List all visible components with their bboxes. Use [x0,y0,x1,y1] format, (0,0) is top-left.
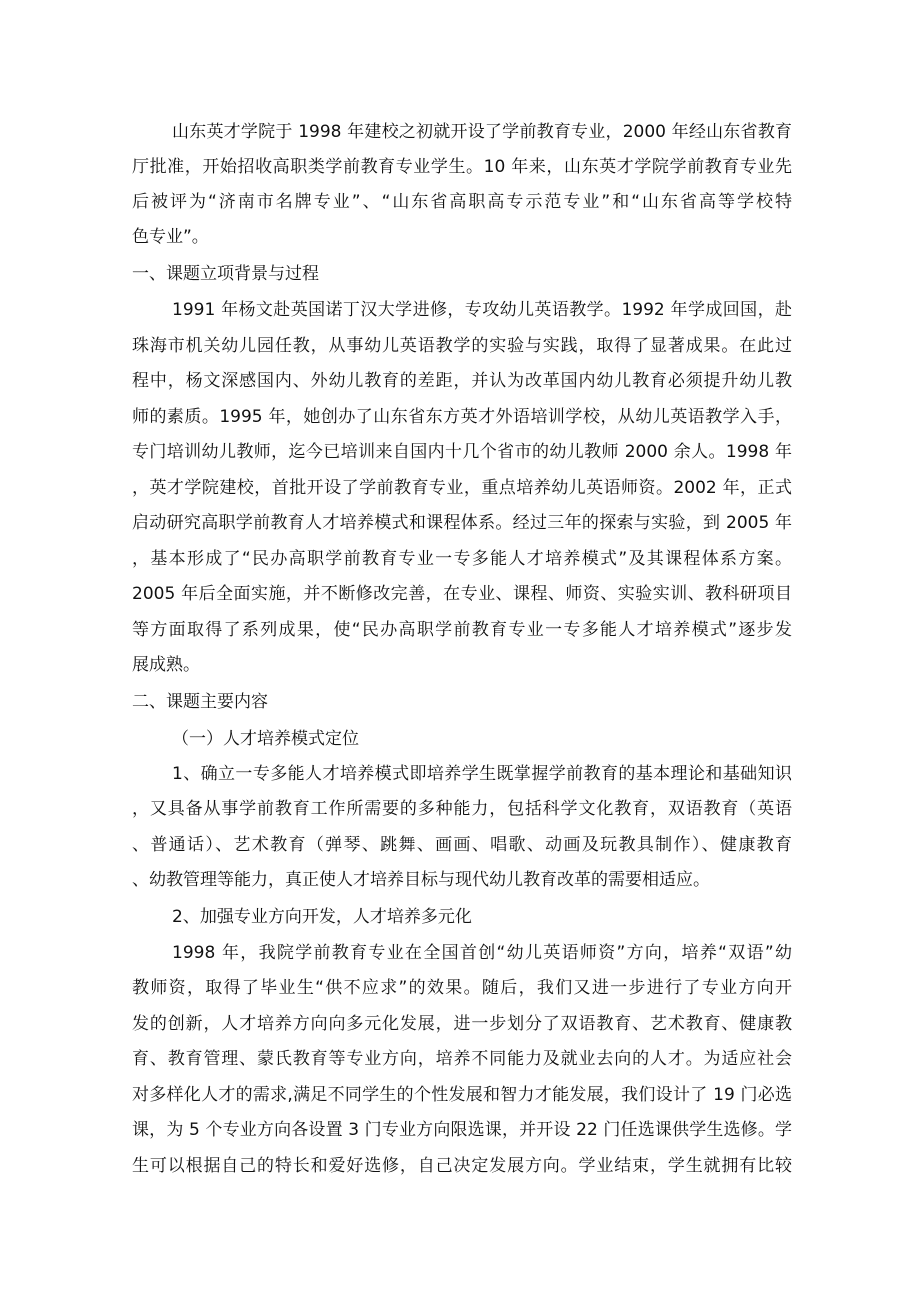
item-1-line-3: 、普通话）、艺术教育（弹琴、跳舞、画画、唱歌、动画及玩教具制作）、健康教育 [132,835,792,855]
item-2-heading: 2、加强专业方向开发，人才培养多元化 [172,907,472,927]
section-heading-1: 一、课题立项背景与过程 [132,264,319,284]
para-background-line-10: 等方面取得了系列成果，使“民办高职学前教育专业一专多能人才培养模式”逐步发 [132,620,792,640]
para-intro-line-3: 后被评为“济南市名牌专业”、“山东省高职高专示范专业”和“山东省高等学校特 [132,192,792,212]
item-1-line-4: 、幼教管理等能力，真正使人才培养目标与现代幼儿教育改革的需要相适应。 [132,870,710,890]
para-background-line-4: 师的素质。1995 年，她创办了山东省东方英才外语培训学校，从幼儿英语教学入手， [132,407,792,427]
item-2-line-6: 课，为 5 个专业方向各设置 3 门专业方向限选课，并开设 22 门任选课供学生选修。学 [132,1120,792,1140]
para-background-line-2: 珠海市机关幼儿园任教，从事幼儿英语教学的实验与实践，取得了显著成果。在此过 [132,336,792,356]
para-background-line-9: 2005 年后全面实施，并不断修改完善，在专业、课程、师资、实验实训、教科研项目 [132,584,792,604]
para-background-line-3: 程中，杨文深感国内、外幼儿教育的差距，并认为改革国内幼儿教育必须提升幼儿教 [132,371,792,391]
item-1-line-2: ，又具备从事学前教育工作所需要的多种能力，包括科学文化教育，双语教育（英语 [132,799,792,819]
section-heading-2: 二、课题主要内容 [132,692,268,712]
para-background-line-6: ，英才学院建校，首批开设了学前教育专业，重点培养幼儿英语师资。2002 年，正式 [132,478,792,498]
para-intro-line-4: 色专业”。 [132,227,209,247]
subsection-heading-1: （一）人才培养模式定位 [172,729,359,749]
para-background-line-1: 1991 年杨文赴英国诺丁汉大学进修，专攻幼儿英语教学。1992 年学成回国，赴 [172,300,792,320]
para-background-line-11: 展成熟。 [132,655,200,675]
para-intro-line-1: 山东英才学院于 1998 年建校之初就开设了学前教育专业，2000 年经山东省教育 [172,122,792,142]
item-2-line-2: 教师资，取得了毕业生“供不应求”的效果。随后，我们又进一步进行了专业方向开 [132,978,792,998]
item-2-line-1: 1998 年，我院学前教育专业在全国首创“幼儿英语师资”方向，培养“双语”幼 [172,943,792,963]
item-2-line-4: 育、教育管理、蒙氏教育等专业方向，培养不同能力及就业去向的人才。为适应社会 [132,1049,792,1069]
item-2-line-7: 生可以根据自己的特长和爱好选修，自己决定发展方向。学业结束，学生就拥有比较 [132,1156,792,1176]
item-2-line-3: 发的创新，人才培养方向向多元化发展，进一步划分了双语教育、艺术教育、健康教 [132,1014,792,1034]
item-2-line-5: 对多样化人才的需求,满足不同学生的个性发展和智力才能发展，我们设计了 19 门必选 [132,1085,792,1105]
item-1-line-1: 1、确立一专多能人才培养模式即培养学生既掌握学前教育的基本理论和基础知识 [172,764,792,784]
para-background-line-7: 启动研究高职学前教育人才培养模式和课程体系。经过三年的探索与实验，到 2005 年 [132,513,792,533]
para-background-line-8: ，基本形成了“民办高职学前教育专业一专多能人才培养模式”及其课程体系方案。 [132,549,792,569]
para-background-line-5: 专门培训幼儿教师，迄今已培训来自国内十几个省市的幼儿教师 2000 余人。1998 年 [132,442,792,462]
para-intro-line-2: 厅批准，开始招收高职类学前教育专业学生。10 年来，山东英才学院学前教育专业先 [132,157,792,177]
